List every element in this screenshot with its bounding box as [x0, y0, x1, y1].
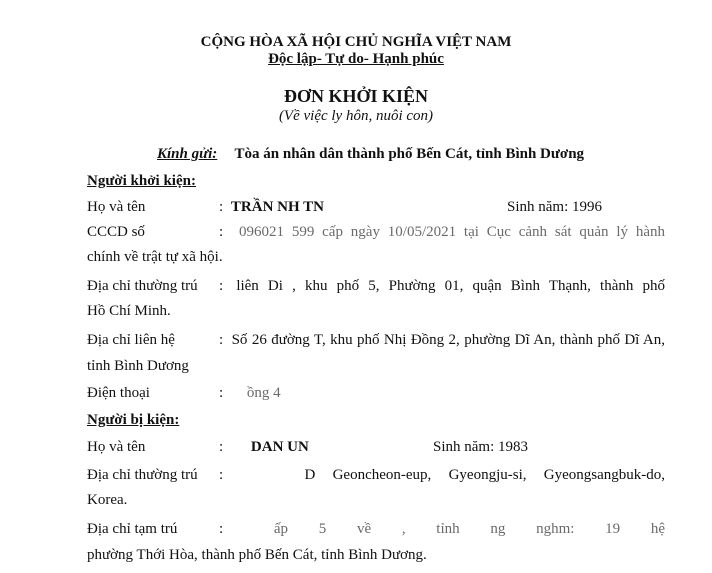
plaintiff-contact-value: Số 26 đường T, khu phố Nhị Đồng 2, phường Dĩ An, thành phố Dĩ An,: [231, 332, 665, 348]
plaintiff-contact-row: [219, 331, 665, 349]
defendant-temp-label: Địa chỉ tạm trú: [87, 521, 178, 537]
plaintiff-id-label: CCCD số: [87, 224, 145, 240]
plaintiff-phone-label: Điện thoại: [87, 385, 150, 401]
plaintiff-section-label: Người khởi kiện:: [87, 173, 196, 189]
separator: :: [219, 467, 224, 483]
motto: [0, 50, 712, 68]
recipient-line: [157, 145, 584, 163]
defendant-temp-value: ấp 5 về , tỉnh ng nghm: 19 hệ: [273, 521, 665, 537]
separator: :: [219, 439, 224, 455]
defendant-temp-value-cont: phường Thới Hòa, thành phố Bến Cát, tỉnh Bình Dương.: [87, 547, 427, 563]
plaintiff-name-label: Họ và tên: [87, 199, 146, 215]
motto-text: Độc lập- Tự do- Hạnh phúc: [268, 51, 444, 67]
plaintiff-id-value: 096021 599 cấp ngày 10/05/2021 tại Cục cảnh sát quản lý hành: [239, 224, 665, 240]
separator: :: [219, 224, 224, 240]
defendant-residence-value: D Geoncheon-eup, Gyeongju-si, Gyeongsangbuk-do,: [304, 467, 666, 483]
separator: :: [219, 278, 224, 294]
separator: :: [219, 332, 224, 348]
plaintiff-birth: Sinh năm: 1996: [507, 199, 603, 215]
plaintiff-contact-value-cont: tỉnh Bình Dương: [87, 358, 189, 374]
document-title: ĐƠN KHỞI KIỆN: [283, 86, 429, 106]
plaintiff-contact-label: Địa chỉ liên hệ: [87, 332, 175, 348]
plaintiff-name-value: TRẦN NH TN: [230, 199, 324, 215]
plaintiff-residence-value: liên Di , khu phố 5, Phường 01, quận Bình Thạnh, thành phố: [236, 278, 666, 294]
plaintiff-id-value-cont: chính về trật tự xã hội.: [87, 249, 223, 265]
defendant-residence-row: [219, 466, 665, 484]
recipient-value: Tòa án nhân dân thành phố Bến Cát, tỉnh Bình Dương: [234, 146, 585, 162]
document-subtitle: (Về việc ly hôn, nuôi con): [278, 108, 434, 124]
separator: :: [219, 385, 224, 401]
defendant-section-label: Người bị kiện:: [87, 412, 180, 428]
plaintiff-residence-row: [219, 277, 665, 295]
defendant-temp-row: [219, 520, 665, 538]
defendant-name-value: DAN UN: [250, 439, 309, 455]
plaintiff-phone-row: [219, 384, 281, 402]
recipient-label: Kính gửi:: [157, 146, 218, 162]
plaintiff-phone-value: ồng 4: [246, 385, 281, 401]
defendant-residence-value-cont: Korea.: [87, 492, 128, 508]
separator: :: [219, 199, 224, 215]
plaintiff-id-row: [219, 223, 665, 241]
separator: :: [219, 521, 224, 537]
plaintiff-name-row: [219, 198, 324, 216]
defendant-residence-label: Địa chỉ thường trú: [87, 467, 198, 483]
plaintiff-residence-label: Địa chỉ thường trú: [87, 278, 198, 294]
defendant-name-row: [219, 438, 309, 456]
national-title: CỘNG HÒA XÃ HỘI CHỦ NGHĨA VIỆT NAM: [200, 34, 512, 50]
defendant-birth: Sinh năm: 1983: [433, 439, 529, 455]
plaintiff-residence-value-cont: Hồ Chí Minh.: [87, 303, 171, 319]
defendant-name-label: Họ và tên: [87, 439, 146, 455]
